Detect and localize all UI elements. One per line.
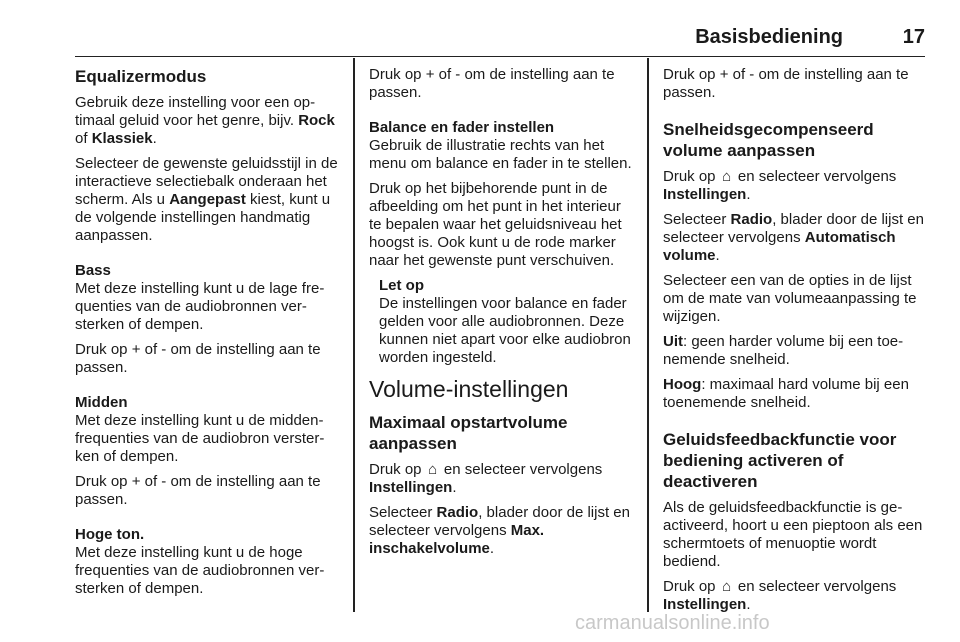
- column-1: [75, 66, 343, 605]
- column-divider: [353, 58, 355, 612]
- page-number: 17: [902, 26, 925, 48]
- subheading-midden: Midden: [75, 394, 128, 411]
- home-icon: ⌂: [428, 461, 438, 478]
- paragraph: Druk op het bijbehorende punt in de afbeelding om het punt in het interieur te bepalen waar het geluidsniveau het hoogst is. Ook kunt u de rode marker naar het gewenste punt verschuiven.: [369, 180, 622, 269]
- paragraph: Druk op ⌂ en selecteer vervolgens Instellingen.: [663, 168, 897, 203]
- heading-geluidsfeedback: Geluidsfeedbackfunctie voor bediening activeren of deactiveren: [663, 430, 897, 491]
- paragraph: Gebruik de illustratie rechts van het menu om balance en fader in te stellen.: [369, 137, 632, 172]
- footer-watermark[interactable]: carmanualsonline.info: [575, 612, 770, 634]
- page-header: [75, 26, 925, 57]
- paragraph: Selecteer Radio, blader door de lijst en selecteer vervolgens Automatisch volume.: [663, 211, 924, 264]
- subheading-bass: Bass: [75, 262, 111, 279]
- paragraph: Selecteer een van de opties in de lijst om de mate van volumeaanpassing te wijzigen.: [663, 272, 917, 325]
- paragraph: Selecteer Radio, blader door de lijst en selecteer vervolgens Max. inschakelvolume.: [369, 504, 630, 557]
- note-title: Let op: [379, 277, 424, 294]
- paragraph: Druk op ⌂ en selecteer vervolgens Instellingen.: [369, 461, 603, 496]
- paragraph: Gebruik deze instelling voor een optimaal geluid voor het genre, bijv. Rock of Klassiek.: [75, 94, 335, 147]
- note-box: [369, 277, 637, 367]
- paragraph: Druk op + of - om de instelling aan te passen.: [75, 341, 321, 376]
- heading-equalizermodus: Equalizermodus: [75, 67, 207, 86]
- column-3: [663, 66, 931, 621]
- paragraph: Selecteer de gewenste geluidsstijl in de interactieve selectiebalk onderaan het scherm. Als u Aangepast kiest, kunt u de volgende instellingen handmatig aanpassen.: [75, 155, 338, 244]
- column-divider: [647, 58, 649, 612]
- heading-maximaal-opstartvolume: Maximaal opstartvolume aanpassen: [369, 413, 568, 453]
- paragraph: Met deze instelling kunt u de lage frequenties van de audiobronnen versterken of dempen.: [75, 280, 325, 333]
- column-2: [369, 66, 637, 565]
- section-title: Basisbediening: [695, 26, 843, 48]
- heading-snelheidsgecompenseerd: Snelheidsgecompenseerd volume aanpassen: [663, 120, 874, 160]
- paragraph: Hoog: maximaal hard volume bij een toenemende snelheid.: [663, 376, 909, 411]
- heading-volume-instellingen: Volume-instellingen: [369, 376, 569, 402]
- subheading-balance-fader: Balance en fader instellen: [369, 119, 555, 136]
- note-text: De instellingen voor balance en fader gelden voor alle audiobronnen. Deze kunnen niet apart voor elke audiobron worden ingesteld.: [379, 295, 631, 366]
- paragraph: Druk op + of - om de instelling aan te passen.: [663, 66, 909, 101]
- subheading-hoge-ton: Hoge ton.: [75, 526, 145, 543]
- paragraph: Druk op + of - om de instelling aan te passen.: [369, 66, 615, 101]
- paragraph: Uit: geen harder volume bij een toenemende snelheid.: [663, 333, 904, 368]
- paragraph: Met deze instelling kunt u de hoge frequenties van de audiobronnen versterken of dempen.: [75, 544, 325, 597]
- home-icon: ⌂: [722, 168, 732, 185]
- paragraph: Druk op ⌂ en selecteer vervolgens Instellingen.: [663, 578, 897, 613]
- paragraph: Met deze instelling kunt u de middenfrequenties van de audiobron versterken of dempen.: [75, 412, 325, 465]
- home-icon: ⌂: [722, 578, 732, 595]
- paragraph: Als de geluidsfeedbackfunctie is geactiveerd, hoort u een pieptoon als een schermtoets of menuoptie wordt bediend.: [663, 499, 923, 570]
- paragraph: Druk op + of - om de instelling aan te passen.: [75, 473, 321, 508]
